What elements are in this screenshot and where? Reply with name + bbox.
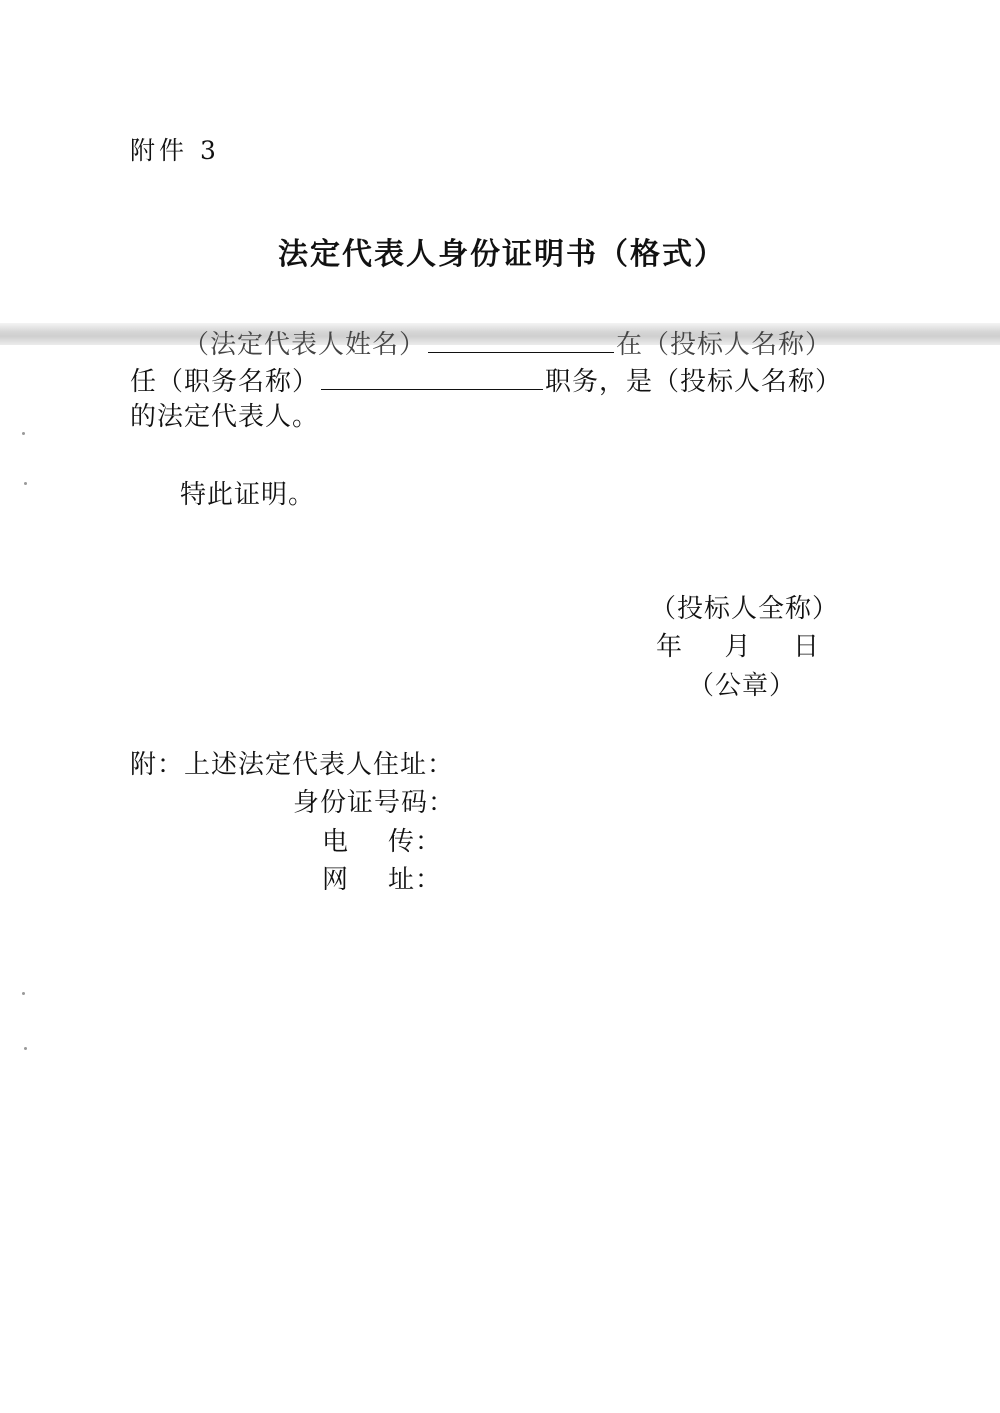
attachment-address: 附：上述法定代表人住址：	[130, 750, 455, 780]
hereby-certify: 特此证明。	[180, 480, 316, 510]
date-row	[656, 632, 820, 662]
body-line-3: 的法定代表人。	[130, 402, 320, 432]
attachment-fax	[322, 827, 442, 857]
scan-speck	[22, 432, 25, 435]
bidder-name-label-1: 在（投标人名称）	[616, 330, 833, 360]
official-seal: （公章）	[688, 671, 797, 701]
scan-speck	[24, 482, 27, 485]
bidder-name-label-2: 职务，是（投标人名称）	[545, 367, 843, 397]
scan-speck	[24, 1047, 27, 1050]
body-line-2	[130, 365, 842, 397]
attachment-id-number: 身份证号码：	[293, 788, 456, 818]
web-char-1: 网	[322, 865, 350, 895]
body-line-1	[183, 328, 832, 360]
legal-rep-name-blank[interactable]	[428, 328, 614, 353]
date-month: 月	[724, 632, 752, 662]
attachment-website	[322, 865, 442, 895]
legal-rep-name-label: （法定代表人姓名）	[183, 330, 427, 360]
position-label: 任（职务名称）	[130, 367, 320, 397]
web-char-2: 址：	[387, 865, 442, 895]
date-year: 年	[656, 632, 684, 662]
fax-char-2: 传：	[387, 827, 442, 857]
fax-char-1: 电	[322, 827, 350, 857]
bidder-full-name: （投标人全称）	[650, 594, 840, 624]
position-blank[interactable]	[321, 365, 543, 390]
date-day: 日	[792, 632, 820, 662]
document-title: 法定代表人身份证明书（格式）	[278, 237, 726, 272]
attachment-label: 附件 3	[130, 136, 220, 165]
scan-speck	[22, 992, 25, 995]
